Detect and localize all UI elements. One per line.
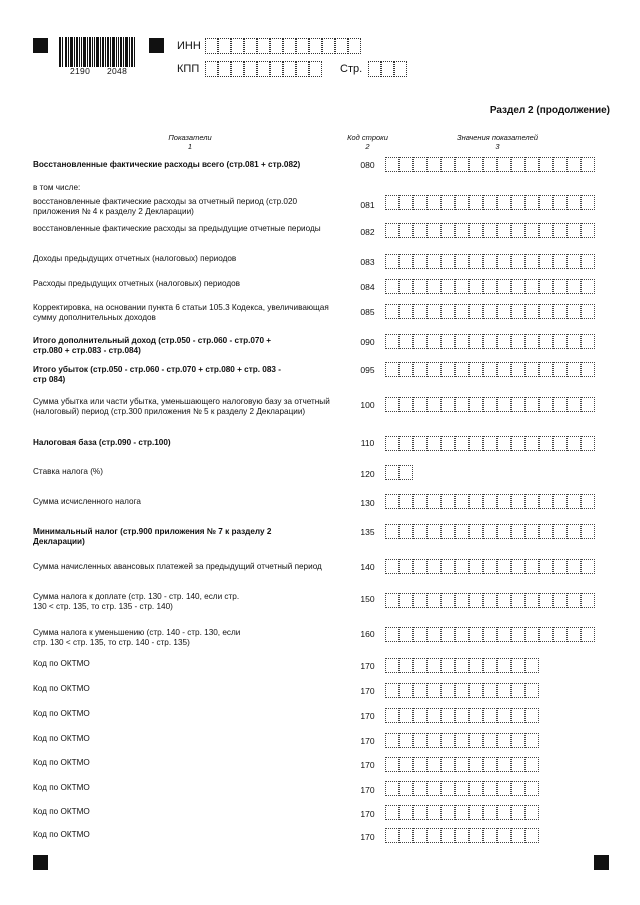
column-header-values-number: 3	[495, 142, 500, 151]
row-170-code-5: 170	[360, 760, 375, 770]
row-150-code: 150	[360, 594, 375, 604]
row-170-code-7: 170	[360, 809, 375, 819]
row-170-label-6: Код по ОКТМО	[33, 783, 90, 792]
value-field-row-100-9[interactable]	[385, 397, 595, 412]
column-header-values	[430, 133, 565, 151]
row-170-label-7: Код по ОКТМО	[33, 807, 90, 816]
page-number-field[interactable]	[368, 61, 407, 77]
value-field-row-135-13[interactable]	[385, 524, 595, 539]
kpp-field[interactable]	[205, 61, 322, 77]
row-082-code: 082	[360, 227, 375, 237]
row-140-label: Сумма начисленных авансовых платежей за предыдущий отчетный период	[33, 562, 322, 571]
column-header-indicators-label: Показатели	[168, 133, 212, 142]
row-170-code-4: 170	[360, 736, 375, 746]
value-field-row-170-21[interactable]	[385, 757, 539, 772]
column-header-code-number: 2	[365, 142, 370, 151]
kpp-label: КПП	[177, 63, 200, 75]
row-110-code: 110	[360, 438, 375, 448]
row-170-label-8: Код по ОКТМО	[33, 830, 90, 839]
row-090-label: Итого дополнительный доход (стр.050 - стр.060 - стр.070 + стр.080 + стр.083 - стр.084)	[33, 336, 272, 355]
row-095-code: 095	[360, 365, 375, 375]
value-field-row-080-1[interactable]	[385, 157, 595, 172]
inn-label: ИНН	[177, 40, 201, 52]
row-170-label-4: Код по ОКТМО	[33, 734, 90, 743]
value-field-row-170-20[interactable]	[385, 733, 539, 748]
value-field-row-170-22[interactable]	[385, 781, 539, 796]
row-085-code: 085	[360, 307, 375, 317]
value-field-row-120-11[interactable]	[385, 465, 413, 480]
value-field-row-140-14[interactable]	[385, 559, 595, 574]
column-header-code	[335, 133, 400, 151]
row-081-code: 081	[360, 200, 375, 210]
row-100-label: Сумма убытка или части убытка, уменьшающего налоговую базу за отчетный (налоговый) период (стр.300 приложения № 5 к разделу 2 Декларации)	[33, 397, 330, 416]
row-170-code-3: 170	[360, 711, 375, 721]
row-083-code: 083	[360, 257, 375, 267]
row-095-label: Итого убыток (стр.050 - стр.060 - стр.070 + стр.080 + стр. 083 - стр 084)	[33, 365, 281, 384]
row-120-label: Ставка налога (%)	[33, 467, 103, 476]
row-130-code: 130	[360, 498, 375, 508]
row-160-label: Сумма налога к уменьшению (стр. 140 - стр. 130, если стр. 130 < стр. 135, то стр. 140 - стр. 135)	[33, 628, 241, 647]
row-135-code: 135	[360, 527, 375, 537]
value-field-row-170-19[interactable]	[385, 708, 539, 723]
row-170-code-1: 170	[360, 661, 375, 671]
row-081-label: восстановленные фактические расходы за отчетный период (стр.020 приложения № 4 к разделу 2 Декларации)	[33, 197, 298, 216]
row-085-label: Корректировка, на основании пункта 6 статьи 105.3 Кодекса, увеличивающая сумму дополнительных доходов	[33, 303, 329, 322]
value-field-row-170-18[interactable]	[385, 683, 539, 698]
row-140-code: 140	[360, 562, 375, 572]
row-090-code: 090	[360, 337, 375, 347]
value-field-row-150-15[interactable]	[385, 593, 595, 608]
value-field-row-170-24[interactable]	[385, 828, 539, 843]
column-header-indicators-number: 1	[187, 142, 193, 151]
row-170-label-2: Код по ОКТМО	[33, 684, 90, 693]
corner-marker-bottom-right	[594, 855, 609, 870]
value-field-row-085-6[interactable]	[385, 304, 595, 319]
in-number-label: в том числе:	[33, 183, 81, 192]
row-160-code: 160	[360, 629, 375, 639]
value-field-row-081-2[interactable]	[385, 195, 595, 210]
value-field-row-090-7[interactable]	[385, 334, 595, 349]
row-170-code-8: 170	[360, 832, 375, 842]
barcode-number-left: 2190	[70, 66, 91, 76]
row-110-label: Налоговая база (стр.090 - стр.100)	[33, 438, 171, 447]
row-084-label: Расходы предыдущих отчетных (налоговых) периодов	[33, 279, 240, 288]
value-field-row-160-16[interactable]	[385, 627, 595, 642]
page-label: Стр.	[340, 63, 363, 75]
value-field-row-095-8[interactable]	[385, 362, 595, 377]
corner-marker-top-left	[33, 38, 48, 53]
barcode-number-right: 2048	[107, 66, 128, 76]
row-130-label: Сумма исчисленного налога	[33, 497, 141, 506]
value-field-row-082-3[interactable]	[385, 223, 595, 238]
corner-marker-bottom-left	[33, 855, 48, 870]
value-field-row-170-17[interactable]	[385, 658, 539, 673]
section-title: Раздел 2 (продолжение)	[489, 105, 610, 116]
row-080-label: Восстановленные фактические расходы всего (стр.081 + стр.082)	[33, 160, 301, 169]
row-170-label-3: Код по ОКТМО	[33, 709, 90, 718]
row-170-code-2: 170	[360, 686, 375, 696]
column-header-code-label: Код строки	[347, 133, 388, 142]
row-084-code: 084	[360, 282, 375, 292]
row-170-label-1: Код по ОКТМО	[33, 659, 90, 668]
row-082-label: восстановленные фактические расходы за предыдущие отчетные периоды	[33, 224, 321, 233]
row-080-code: 080	[360, 160, 375, 170]
row-135-label: Минимальный налог (стр.900 приложения № 7 к разделу 2 Декларации)	[33, 527, 272, 546]
row-170-label-5: Код по ОКТМО	[33, 758, 90, 767]
row-120-code: 120	[360, 469, 375, 479]
row-083-label: Доходы предыдущих отчетных (налоговых) периодов	[33, 254, 237, 263]
corner-marker-top-mid	[149, 38, 164, 53]
row-170-code-6: 170	[360, 785, 375, 795]
column-header-indicators	[130, 133, 250, 151]
value-field-row-130-12[interactable]	[385, 494, 595, 509]
row-100-code: 100	[360, 400, 375, 410]
row-150-label: Сумма налога к доплате (стр. 130 - стр. 140, если стр. 130 < стр. 135, то стр. 135 - стр. 140)	[33, 592, 240, 611]
value-field-row-110-10[interactable]	[385, 436, 595, 451]
value-field-row-083-4[interactable]	[385, 254, 595, 269]
inn-field[interactable]	[205, 38, 361, 54]
value-field-row-170-23[interactable]	[385, 805, 539, 820]
column-header-values-label: Значения показателей	[456, 133, 538, 142]
value-field-row-084-5[interactable]	[385, 279, 595, 294]
barcode	[59, 37, 135, 67]
